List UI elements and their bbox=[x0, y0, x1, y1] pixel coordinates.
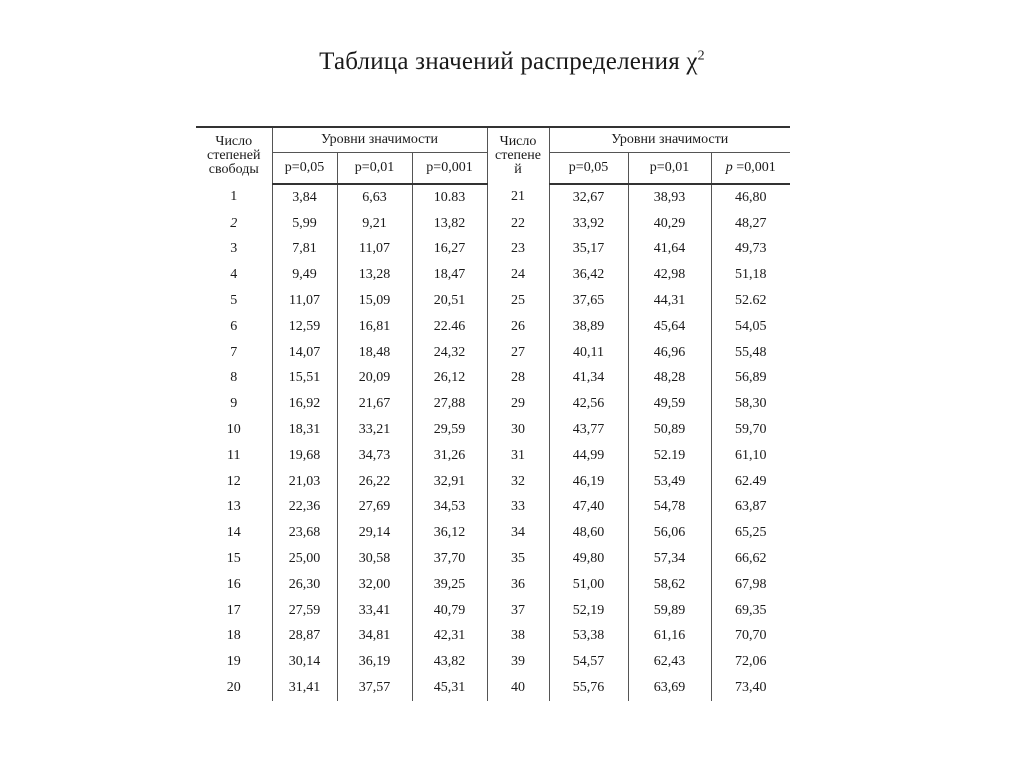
value-cell: 46,96 bbox=[628, 340, 711, 366]
value-cell: 51,18 bbox=[711, 262, 790, 288]
value-cell: 42,98 bbox=[628, 262, 711, 288]
value-cell: 40,29 bbox=[628, 211, 711, 237]
value-cell: 65,25 bbox=[711, 520, 790, 546]
table-row bbox=[196, 495, 790, 521]
value-cell: 34,81 bbox=[337, 624, 412, 650]
value-cell: 52,19 bbox=[549, 598, 628, 624]
df-cell: 37 bbox=[487, 598, 549, 624]
title-superscript: 2 bbox=[697, 48, 705, 64]
p-header: p=0,01 bbox=[628, 153, 711, 185]
value-cell: 13,82 bbox=[412, 211, 487, 237]
df-cell: 4 bbox=[230, 267, 238, 283]
value-cell: 32,91 bbox=[412, 469, 487, 495]
df-cell: 40 bbox=[487, 675, 549, 701]
value-cell: 49,73 bbox=[711, 237, 790, 263]
value-cell: 38,89 bbox=[549, 314, 628, 340]
df-cell: 27 bbox=[487, 340, 549, 366]
value-cell: 56,06 bbox=[628, 520, 711, 546]
df-cell: 30 bbox=[487, 417, 549, 443]
value-cell: 37,70 bbox=[412, 546, 487, 572]
value-cell: 9,49 bbox=[272, 262, 337, 288]
value-cell: 58,62 bbox=[628, 572, 711, 598]
value-cell: 49,80 bbox=[549, 546, 628, 572]
df-cell: 12 bbox=[226, 473, 241, 489]
value-cell: 54,78 bbox=[628, 495, 711, 521]
value-cell: 16,27 bbox=[412, 237, 487, 263]
df-cell: 11 bbox=[227, 447, 241, 463]
value-cell: 40,79 bbox=[412, 598, 487, 624]
df-cell: 17 bbox=[226, 602, 241, 618]
value-cell: 42,31 bbox=[412, 624, 487, 650]
value-cell: 36,42 bbox=[549, 262, 628, 288]
df-header-left bbox=[196, 127, 272, 184]
value-cell: 37,65 bbox=[549, 288, 628, 314]
df-cell: 38 bbox=[487, 624, 549, 650]
value-cell: 44,99 bbox=[549, 443, 628, 469]
value-cell: 47,40 bbox=[549, 495, 628, 521]
value-cell: 21,67 bbox=[337, 391, 412, 417]
df-cell: 22 bbox=[487, 211, 549, 237]
table-row bbox=[196, 366, 790, 392]
df-cell: 18 bbox=[226, 628, 241, 644]
value-cell: 50,89 bbox=[628, 417, 711, 443]
table-row bbox=[196, 649, 790, 675]
value-cell: 20,09 bbox=[337, 366, 412, 392]
df-cell: 31 bbox=[487, 443, 549, 469]
table-row bbox=[196, 288, 790, 314]
value-cell: 33,92 bbox=[549, 211, 628, 237]
df-cell: 32 bbox=[487, 469, 549, 495]
df-cell: 35 bbox=[487, 546, 549, 572]
value-cell: 43,82 bbox=[412, 649, 487, 675]
p-header-value: =0,001 bbox=[736, 160, 776, 175]
df-cell: 10 bbox=[226, 422, 241, 438]
value-cell: 69,35 bbox=[711, 598, 790, 624]
value-cell: 41,64 bbox=[628, 237, 711, 263]
value-cell: 15,51 bbox=[272, 366, 337, 392]
value-cell: 28,87 bbox=[272, 624, 337, 650]
df-cell: 16 bbox=[226, 576, 241, 592]
value-cell: 62,43 bbox=[628, 649, 711, 675]
value-cell: 23,68 bbox=[272, 520, 337, 546]
value-cell: 18,48 bbox=[337, 340, 412, 366]
df-cell: 26 bbox=[487, 314, 549, 340]
df-cell: 21 bbox=[487, 184, 549, 211]
value-cell: 59,70 bbox=[711, 417, 790, 443]
value-cell: 24,32 bbox=[412, 340, 487, 366]
value-cell: 16,92 bbox=[272, 391, 337, 417]
table-body bbox=[196, 184, 790, 701]
df-cell: 20 bbox=[226, 680, 241, 696]
value-cell: 61,10 bbox=[711, 443, 790, 469]
value-cell: 59,89 bbox=[628, 598, 711, 624]
value-cell: 67,98 bbox=[711, 572, 790, 598]
table-row bbox=[196, 443, 790, 469]
value-cell: 16,81 bbox=[337, 314, 412, 340]
p-header: p=0,05 bbox=[549, 153, 628, 185]
value-cell: 5,99 bbox=[272, 211, 337, 237]
value-cell: 31,41 bbox=[272, 675, 337, 701]
value-cell: 18,47 bbox=[412, 262, 487, 288]
value-cell: 12,59 bbox=[272, 314, 337, 340]
value-cell: 9,21 bbox=[337, 211, 412, 237]
value-cell: 36,19 bbox=[337, 649, 412, 675]
value-cell: 32,00 bbox=[337, 572, 412, 598]
value-cell: 45,31 bbox=[412, 675, 487, 701]
value-cell: 40,11 bbox=[549, 340, 628, 366]
value-cell: 30,14 bbox=[272, 649, 337, 675]
df-cell: 1 bbox=[230, 189, 238, 205]
value-cell: 34,53 bbox=[412, 495, 487, 521]
value-cell: 70,70 bbox=[711, 624, 790, 650]
table-row bbox=[196, 417, 790, 443]
df-cell: 25 bbox=[487, 288, 549, 314]
value-cell: 46,19 bbox=[549, 469, 628, 495]
table-header bbox=[196, 127, 790, 184]
value-cell: 63,69 bbox=[628, 675, 711, 701]
df-cell: 14 bbox=[226, 525, 241, 541]
df-header-right bbox=[487, 127, 549, 184]
value-cell: 29,59 bbox=[412, 417, 487, 443]
value-cell: 27,69 bbox=[337, 495, 412, 521]
df-cell: 29 bbox=[487, 391, 549, 417]
value-cell: 72,06 bbox=[711, 649, 790, 675]
value-cell: 52.19 bbox=[628, 443, 711, 469]
df-cell: 19 bbox=[226, 654, 241, 670]
value-cell: 37,57 bbox=[337, 675, 412, 701]
table-row bbox=[196, 546, 790, 572]
df-cell: 2 bbox=[230, 215, 238, 231]
value-cell: 36,12 bbox=[412, 520, 487, 546]
value-cell: 20,51 bbox=[412, 288, 487, 314]
levels-header-left: Уровни значимости bbox=[272, 127, 487, 153]
value-cell: 53,38 bbox=[549, 624, 628, 650]
value-cell: 55,76 bbox=[549, 675, 628, 701]
value-cell: 55,48 bbox=[711, 340, 790, 366]
df-cell: 36 bbox=[487, 572, 549, 598]
value-cell: 27,88 bbox=[412, 391, 487, 417]
value-cell: 41,34 bbox=[549, 366, 628, 392]
value-cell: 62.49 bbox=[711, 469, 790, 495]
df-header-left-line: Число bbox=[215, 134, 253, 149]
df-cell: 9 bbox=[230, 396, 238, 412]
value-cell: 39,25 bbox=[412, 572, 487, 598]
page-title bbox=[0, 48, 1024, 76]
p-header bbox=[711, 153, 790, 185]
df-cell: 5 bbox=[230, 293, 238, 309]
value-cell: 22,36 bbox=[272, 495, 337, 521]
value-cell: 11,07 bbox=[337, 237, 412, 263]
value-cell: 44,31 bbox=[628, 288, 711, 314]
value-cell: 22.46 bbox=[412, 314, 487, 340]
df-cell: 34 bbox=[487, 520, 549, 546]
chi-square-table bbox=[196, 126, 790, 701]
table-row bbox=[196, 340, 790, 366]
value-cell: 18,31 bbox=[272, 417, 337, 443]
value-cell: 15,09 bbox=[337, 288, 412, 314]
p-header: p=0,001 bbox=[412, 153, 487, 185]
df-cell: 23 bbox=[487, 237, 549, 263]
table-row bbox=[196, 211, 790, 237]
df-cell: 28 bbox=[487, 366, 549, 392]
table-row bbox=[196, 469, 790, 495]
value-cell: 33,21 bbox=[337, 417, 412, 443]
value-cell: 35,17 bbox=[549, 237, 628, 263]
value-cell: 66,62 bbox=[711, 546, 790, 572]
value-cell: 45,64 bbox=[628, 314, 711, 340]
table-row bbox=[196, 391, 790, 417]
value-cell: 26,22 bbox=[337, 469, 412, 495]
df-header-right-line: й bbox=[514, 162, 522, 177]
value-cell: 14,07 bbox=[272, 340, 337, 366]
p-italic-prefix: p bbox=[725, 160, 737, 175]
p-header: p=0,01 bbox=[337, 153, 412, 185]
value-cell: 10.83 bbox=[412, 184, 487, 211]
value-cell: 25,00 bbox=[272, 546, 337, 572]
table-row bbox=[196, 314, 790, 340]
df-cell: 8 bbox=[230, 370, 238, 386]
table-row bbox=[196, 262, 790, 288]
value-cell: 56,89 bbox=[711, 366, 790, 392]
value-cell: 21,03 bbox=[272, 469, 337, 495]
value-cell: 58,30 bbox=[711, 391, 790, 417]
value-cell: 43,77 bbox=[549, 417, 628, 443]
value-cell: 29,14 bbox=[337, 520, 412, 546]
value-cell: 11,07 bbox=[272, 288, 337, 314]
value-cell: 51,00 bbox=[549, 572, 628, 598]
title-text: Таблица значений распределения χ bbox=[319, 48, 698, 75]
value-cell: 30,58 bbox=[337, 546, 412, 572]
df-cell: 15 bbox=[226, 551, 241, 567]
value-cell: 26,30 bbox=[272, 572, 337, 598]
levels-header-right: Уровни значимости bbox=[549, 127, 790, 153]
df-header-left-line: степеней bbox=[207, 148, 261, 163]
value-cell: 34,73 bbox=[337, 443, 412, 469]
table-row bbox=[196, 675, 790, 701]
value-cell: 3,84 bbox=[272, 184, 337, 211]
table-row bbox=[196, 624, 790, 650]
p-header: p=0,05 bbox=[272, 153, 337, 185]
df-cell: 7 bbox=[230, 344, 238, 360]
df-cell: 6 bbox=[230, 318, 238, 334]
value-cell: 54,05 bbox=[711, 314, 790, 340]
df-cell: 39 bbox=[487, 649, 549, 675]
value-cell: 27,59 bbox=[272, 598, 337, 624]
value-cell: 31,26 bbox=[412, 443, 487, 469]
df-header-right-line: Число bbox=[499, 134, 537, 149]
table-row bbox=[196, 237, 790, 263]
value-cell: 48,28 bbox=[628, 366, 711, 392]
value-cell: 52.62 bbox=[711, 288, 790, 314]
value-cell: 46,80 bbox=[711, 184, 790, 211]
table-row bbox=[196, 598, 790, 624]
value-cell: 61,16 bbox=[628, 624, 711, 650]
value-cell: 54,57 bbox=[549, 649, 628, 675]
df-header-right-line: степене bbox=[495, 148, 541, 163]
value-cell: 26,12 bbox=[412, 366, 487, 392]
table-row bbox=[196, 184, 790, 211]
value-cell: 7,81 bbox=[272, 237, 337, 263]
df-cell: 13 bbox=[226, 499, 241, 515]
value-cell: 19,68 bbox=[272, 443, 337, 469]
value-cell: 32,67 bbox=[549, 184, 628, 211]
value-cell: 73,40 bbox=[711, 675, 790, 701]
value-cell: 48,60 bbox=[549, 520, 628, 546]
value-cell: 38,93 bbox=[628, 184, 711, 211]
value-cell: 33,41 bbox=[337, 598, 412, 624]
value-cell: 13,28 bbox=[337, 262, 412, 288]
value-cell: 6,63 bbox=[337, 184, 412, 211]
value-cell: 57,34 bbox=[628, 546, 711, 572]
df-header-left-line: свободы bbox=[208, 162, 259, 177]
value-cell: 49,59 bbox=[628, 391, 711, 417]
value-cell: 53,49 bbox=[628, 469, 711, 495]
value-cell: 42,56 bbox=[549, 391, 628, 417]
df-cell: 3 bbox=[230, 241, 238, 257]
table-row bbox=[196, 520, 790, 546]
table-row bbox=[196, 572, 790, 598]
value-cell: 63,87 bbox=[711, 495, 790, 521]
value-cell: 48,27 bbox=[711, 211, 790, 237]
df-cell: 24 bbox=[487, 262, 549, 288]
df-cell: 33 bbox=[487, 495, 549, 521]
